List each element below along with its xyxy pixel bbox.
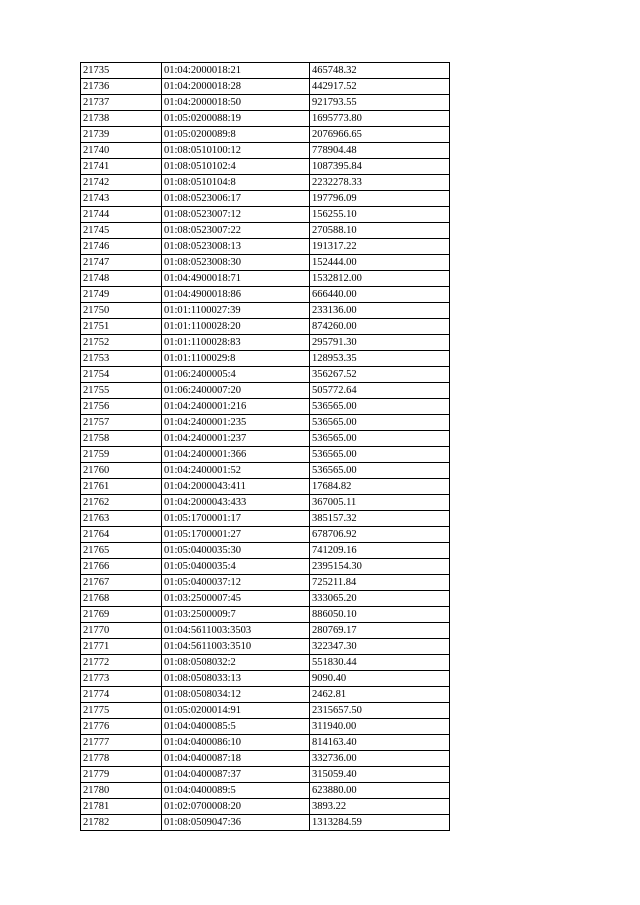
row-number-cell: 21753 xyxy=(81,351,162,367)
row-number-cell: 21756 xyxy=(81,399,162,415)
row-number-cell: 21747 xyxy=(81,255,162,271)
row-number-cell: 21758 xyxy=(81,431,162,447)
data-table xyxy=(80,62,450,831)
table-row xyxy=(81,415,450,431)
value-cell: 191317.22 xyxy=(310,239,450,255)
row-number-cell: 21777 xyxy=(81,735,162,751)
table-row xyxy=(81,815,450,831)
cadastral-number-cell: 01:04:2400001:235 xyxy=(162,415,310,431)
row-number-cell: 21772 xyxy=(81,655,162,671)
cadastral-number-cell: 01:04:0400089:5 xyxy=(162,783,310,799)
value-cell: 1087395.84 xyxy=(310,159,450,175)
value-cell: 197796.09 xyxy=(310,191,450,207)
table-body xyxy=(81,63,450,831)
cadastral-number-cell: 01:02:0700008:20 xyxy=(162,799,310,815)
table-row xyxy=(81,367,450,383)
row-number-cell: 21765 xyxy=(81,543,162,559)
cadastral-number-cell: 01:04:0400087:37 xyxy=(162,767,310,783)
cadastral-number-cell: 01:06:2400005:4 xyxy=(162,367,310,383)
value-cell: 356267.52 xyxy=(310,367,450,383)
row-number-cell: 21750 xyxy=(81,303,162,319)
cadastral-number-cell: 01:08:0523008:30 xyxy=(162,255,310,271)
row-number-cell: 21775 xyxy=(81,703,162,719)
table-row xyxy=(81,127,450,143)
value-cell: 3893.22 xyxy=(310,799,450,815)
value-cell: 156255.10 xyxy=(310,207,450,223)
row-number-cell: 21760 xyxy=(81,463,162,479)
cadastral-number-cell: 01:08:0510100:12 xyxy=(162,143,310,159)
row-number-cell: 21757 xyxy=(81,415,162,431)
row-number-cell: 21735 xyxy=(81,63,162,79)
table-row xyxy=(81,255,450,271)
table-row xyxy=(81,623,450,639)
table-row xyxy=(81,591,450,607)
value-cell: 128953.35 xyxy=(310,351,450,367)
cadastral-number-cell: 01:05:0200014:91 xyxy=(162,703,310,719)
value-cell: 536565.00 xyxy=(310,415,450,431)
row-number-cell: 21739 xyxy=(81,127,162,143)
cadastral-number-cell: 01:08:0523006:17 xyxy=(162,191,310,207)
row-number-cell: 21755 xyxy=(81,383,162,399)
row-number-cell: 21764 xyxy=(81,527,162,543)
cadastral-number-cell: 01:04:0400087:18 xyxy=(162,751,310,767)
cadastral-number-cell: 01:08:0510104:8 xyxy=(162,175,310,191)
cadastral-number-cell: 01:08:0523007:12 xyxy=(162,207,310,223)
value-cell: 2232278.33 xyxy=(310,175,450,191)
row-number-cell: 21745 xyxy=(81,223,162,239)
table-row xyxy=(81,767,450,783)
cadastral-number-cell: 01:05:1700001:17 xyxy=(162,511,310,527)
table-row xyxy=(81,735,450,751)
value-cell: 505772.64 xyxy=(310,383,450,399)
table-row xyxy=(81,799,450,815)
table-row xyxy=(81,207,450,223)
cadastral-number-cell: 01:04:2000018:28 xyxy=(162,79,310,95)
cadastral-number-cell: 01:04:2000043:433 xyxy=(162,495,310,511)
value-cell: 270588.10 xyxy=(310,223,450,239)
cadastral-number-cell: 01:04:2400001:52 xyxy=(162,463,310,479)
row-number-cell: 21770 xyxy=(81,623,162,639)
row-number-cell: 21762 xyxy=(81,495,162,511)
cadastral-number-cell: 01:08:0508034:12 xyxy=(162,687,310,703)
value-cell: 536565.00 xyxy=(310,399,450,415)
value-cell: 442917.52 xyxy=(310,79,450,95)
value-cell: 280769.17 xyxy=(310,623,450,639)
cadastral-number-cell: 01:06:2400007:20 xyxy=(162,383,310,399)
value-cell: 551830.44 xyxy=(310,655,450,671)
value-cell: 536565.00 xyxy=(310,431,450,447)
row-number-cell: 21740 xyxy=(81,143,162,159)
value-cell: 2076966.65 xyxy=(310,127,450,143)
value-cell: 874260.00 xyxy=(310,319,450,335)
value-cell: 465748.32 xyxy=(310,63,450,79)
row-number-cell: 21779 xyxy=(81,767,162,783)
table-row xyxy=(81,511,450,527)
cadastral-number-cell: 01:04:0400086:10 xyxy=(162,735,310,751)
table-row xyxy=(81,607,450,623)
value-cell: 367005.11 xyxy=(310,495,450,511)
cadastral-number-cell: 01:03:2500007:45 xyxy=(162,591,310,607)
cadastral-number-cell: 01:04:2000018:21 xyxy=(162,63,310,79)
value-cell: 536565.00 xyxy=(310,463,450,479)
table-row xyxy=(81,495,450,511)
cadastral-number-cell: 01:08:0523008:13 xyxy=(162,239,310,255)
table-row xyxy=(81,655,450,671)
cadastral-number-cell: 01:04:2400001:366 xyxy=(162,447,310,463)
row-number-cell: 21741 xyxy=(81,159,162,175)
table-row xyxy=(81,559,450,575)
table-row xyxy=(81,95,450,111)
row-number-cell: 21778 xyxy=(81,751,162,767)
value-cell: 332736.00 xyxy=(310,751,450,767)
table-row xyxy=(81,719,450,735)
value-cell: 2395154.30 xyxy=(310,559,450,575)
table-row xyxy=(81,399,450,415)
row-number-cell: 21769 xyxy=(81,607,162,623)
table-row xyxy=(81,447,450,463)
value-cell: 814163.40 xyxy=(310,735,450,751)
row-number-cell: 21743 xyxy=(81,191,162,207)
value-cell: 315059.40 xyxy=(310,767,450,783)
cadastral-number-cell: 01:05:0400035:30 xyxy=(162,543,310,559)
row-number-cell: 21768 xyxy=(81,591,162,607)
table-row xyxy=(81,111,450,127)
table-row xyxy=(81,335,450,351)
row-number-cell: 21744 xyxy=(81,207,162,223)
value-cell: 322347.30 xyxy=(310,639,450,655)
row-number-cell: 21749 xyxy=(81,287,162,303)
value-cell: 2462.81 xyxy=(310,687,450,703)
table-row xyxy=(81,383,450,399)
value-cell: 1313284.59 xyxy=(310,815,450,831)
cadastral-number-cell: 01:05:0200088:19 xyxy=(162,111,310,127)
row-number-cell: 21761 xyxy=(81,479,162,495)
cadastral-number-cell: 01:04:5611003:3503 xyxy=(162,623,310,639)
value-cell: 9090.40 xyxy=(310,671,450,687)
row-number-cell: 21782 xyxy=(81,815,162,831)
value-cell: 623880.00 xyxy=(310,783,450,799)
table-row xyxy=(81,319,450,335)
value-cell: 886050.10 xyxy=(310,607,450,623)
cadastral-number-cell: 01:08:0509047:36 xyxy=(162,815,310,831)
table-row xyxy=(81,191,450,207)
table-row xyxy=(81,543,450,559)
table-row xyxy=(81,223,450,239)
cadastral-number-cell: 01:04:2400001:216 xyxy=(162,399,310,415)
row-number-cell: 21780 xyxy=(81,783,162,799)
value-cell: 666440.00 xyxy=(310,287,450,303)
row-number-cell: 21737 xyxy=(81,95,162,111)
row-number-cell: 21742 xyxy=(81,175,162,191)
value-cell: 17684.82 xyxy=(310,479,450,495)
value-cell: 311940.00 xyxy=(310,719,450,735)
cadastral-number-cell: 01:08:0510102:4 xyxy=(162,159,310,175)
row-number-cell: 21771 xyxy=(81,639,162,655)
row-number-cell: 21759 xyxy=(81,447,162,463)
cadastral-number-cell: 01:01:1100028:20 xyxy=(162,319,310,335)
cadastral-number-cell: 01:04:5611003:3510 xyxy=(162,639,310,655)
cadastral-number-cell: 01:04:2000043:411 xyxy=(162,479,310,495)
cadastral-number-cell: 01:04:0400085:5 xyxy=(162,719,310,735)
cadastral-number-cell: 01:01:1100028:83 xyxy=(162,335,310,351)
table-row xyxy=(81,63,450,79)
value-cell: 921793.55 xyxy=(310,95,450,111)
value-cell: 333065.20 xyxy=(310,591,450,607)
row-number-cell: 21767 xyxy=(81,575,162,591)
cadastral-number-cell: 01:05:0400035:4 xyxy=(162,559,310,575)
table-row xyxy=(81,159,450,175)
row-number-cell: 21776 xyxy=(81,719,162,735)
cadastral-number-cell: 01:05:0400037:12 xyxy=(162,575,310,591)
cadastral-number-cell: 01:04:2000018:50 xyxy=(162,95,310,111)
row-number-cell: 21781 xyxy=(81,799,162,815)
cadastral-number-cell: 01:05:1700001:27 xyxy=(162,527,310,543)
cadastral-number-cell: 01:04:4900018:86 xyxy=(162,287,310,303)
row-number-cell: 21736 xyxy=(81,79,162,95)
table-row xyxy=(81,463,450,479)
row-number-cell: 21774 xyxy=(81,687,162,703)
table-row xyxy=(81,431,450,447)
value-cell: 295791.30 xyxy=(310,335,450,351)
row-number-cell: 21746 xyxy=(81,239,162,255)
table-row xyxy=(81,79,450,95)
cadastral-number-cell: 01:08:0508033:13 xyxy=(162,671,310,687)
row-number-cell: 21766 xyxy=(81,559,162,575)
table-row xyxy=(81,703,450,719)
row-number-cell: 21751 xyxy=(81,319,162,335)
row-number-cell: 21738 xyxy=(81,111,162,127)
cadastral-number-cell: 01:05:0200089:8 xyxy=(162,127,310,143)
table-row xyxy=(81,687,450,703)
table-row xyxy=(81,271,450,287)
table-row xyxy=(81,351,450,367)
value-cell: 778904.48 xyxy=(310,143,450,159)
table-row xyxy=(81,287,450,303)
row-number-cell: 21763 xyxy=(81,511,162,527)
cadastral-number-cell: 01:08:0508032:2 xyxy=(162,655,310,671)
row-number-cell: 21752 xyxy=(81,335,162,351)
cadastral-number-cell: 01:01:1100027:39 xyxy=(162,303,310,319)
value-cell: 1532812.00 xyxy=(310,271,450,287)
table-row xyxy=(81,175,450,191)
value-cell: 2315657.50 xyxy=(310,703,450,719)
row-number-cell: 21748 xyxy=(81,271,162,287)
cadastral-number-cell: 01:08:0523007:22 xyxy=(162,223,310,239)
table-row xyxy=(81,575,450,591)
cadastral-number-cell: 01:04:2400001:237 xyxy=(162,431,310,447)
value-cell: 233136.00 xyxy=(310,303,450,319)
row-number-cell: 21754 xyxy=(81,367,162,383)
value-cell: 152444.00 xyxy=(310,255,450,271)
table-row xyxy=(81,303,450,319)
cadastral-number-cell: 01:01:1100029:8 xyxy=(162,351,310,367)
table-row xyxy=(81,751,450,767)
row-number-cell: 21773 xyxy=(81,671,162,687)
cadastral-number-cell: 01:04:4900018:71 xyxy=(162,271,310,287)
table-row xyxy=(81,639,450,655)
value-cell: 741209.16 xyxy=(310,543,450,559)
table-row xyxy=(81,143,450,159)
table-row xyxy=(81,783,450,799)
table-row xyxy=(81,479,450,495)
table-row xyxy=(81,239,450,255)
value-cell: 1695773.80 xyxy=(310,111,450,127)
value-cell: 385157.32 xyxy=(310,511,450,527)
value-cell: 725211.84 xyxy=(310,575,450,591)
table-row xyxy=(81,527,450,543)
value-cell: 536565.00 xyxy=(310,447,450,463)
value-cell: 678706.92 xyxy=(310,527,450,543)
table-row xyxy=(81,671,450,687)
cadastral-number-cell: 01:03:2500009:7 xyxy=(162,607,310,623)
